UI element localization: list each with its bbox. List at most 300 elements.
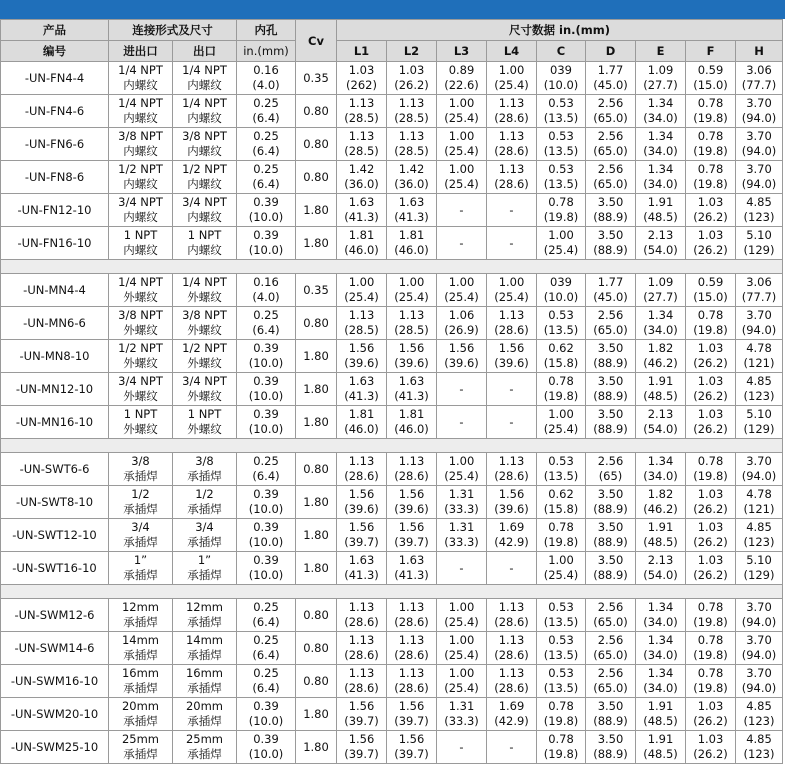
table-row (1, 599, 783, 632)
dim-mm: (26.2) (693, 568, 728, 582)
table-row (1, 307, 783, 340)
dim-inch: 1.00 (448, 162, 475, 176)
dim-mm: (13.5) (543, 177, 579, 191)
dim-inch: 1.03 (697, 228, 724, 242)
table-row (1, 406, 783, 439)
model-cell: -UN-SWM25-10 (1, 731, 109, 764)
outlet-type: 外螺纹 (187, 356, 222, 370)
bore-mm: (6.4) (252, 615, 280, 629)
dim-inch: 0.59 (697, 63, 724, 77)
dim-mm: (42.9) (494, 535, 529, 549)
bore-in: 0.16 (253, 63, 279, 77)
dim-mm: (25.4) (494, 290, 529, 304)
dim-cell (437, 95, 487, 128)
dim-inch: - (509, 202, 514, 217)
dim-mm: (121) (743, 356, 775, 370)
dim-mm: (88.9) (593, 535, 628, 549)
header-outlet: 出口 (173, 41, 237, 62)
dim-mm: (28.6) (494, 469, 529, 483)
dim-mm: (28.6) (344, 469, 379, 483)
dim-mm: (33.3) (444, 714, 479, 728)
dim-cell (487, 552, 537, 585)
cv-cell: 1.80 (296, 373, 337, 406)
dim-mm: (28.6) (344, 681, 379, 695)
dim-inch: 1.00 (448, 96, 475, 110)
table-row (1, 128, 783, 161)
dim-inch: 5.10 (746, 407, 772, 421)
dim-inch: 1.03 (697, 341, 724, 355)
dim-cell (537, 128, 586, 161)
dim-cell (387, 340, 437, 373)
dim-inch: 1.63 (398, 553, 425, 567)
dim-cell (686, 698, 736, 731)
dim-mm: (94.0) (741, 323, 777, 337)
bore-in: 0.25 (253, 633, 279, 647)
bore-mm: (6.4) (252, 177, 280, 191)
dim-inch: 3.70 (746, 308, 772, 322)
dim-cell (337, 665, 387, 698)
dim-mm: (41.3) (344, 568, 379, 582)
bore-cell (237, 632, 296, 665)
dim-cell (586, 406, 636, 439)
dim-inch: 1.81 (398, 407, 425, 421)
bore-cell (237, 274, 296, 307)
dim-inch: 1.56 (398, 487, 425, 501)
dim-cell (636, 665, 686, 698)
dim-mm: (25.4) (444, 615, 479, 629)
bore-in: 0.39 (253, 228, 279, 242)
outlet-size: 3/8 NPT (182, 308, 227, 322)
bore-in: 0.16 (253, 275, 279, 289)
outlet-type: 外螺纹 (187, 389, 222, 403)
dim-mm: (26.2) (693, 356, 728, 370)
dim-mm: (33.3) (444, 535, 479, 549)
inlet-cell (109, 227, 173, 260)
outlet-cell (173, 519, 237, 552)
dim-inch: 1.81 (398, 228, 425, 242)
outlet-size: 1/4 NPT (182, 63, 227, 77)
dim-cell (437, 62, 487, 95)
bore-mm: (4.0) (252, 290, 280, 304)
dim-inch: 3.50 (597, 520, 624, 534)
dim-cell (636, 62, 686, 95)
dim-mm: (121) (743, 502, 775, 516)
header-inlet: 进出口 (109, 41, 173, 62)
dim-mm: (19.8) (543, 714, 579, 728)
dim-cell (686, 340, 736, 373)
dim-inch: 2.13 (647, 553, 674, 567)
outlet-size: 1/2 (195, 487, 214, 501)
dim-mm: (25.4) (444, 144, 479, 158)
dim-cell (337, 453, 387, 486)
inlet-size: 12mm (121, 600, 160, 614)
dim-inch: 1.13 (348, 633, 375, 647)
dim-inch: 4.78 (746, 341, 772, 355)
table-row (1, 698, 783, 731)
dim-cell (537, 373, 586, 406)
dim-inch: 1.00 (548, 407, 574, 421)
dim-mm: (48.5) (643, 747, 678, 761)
dim-cell (686, 486, 736, 519)
dim-cell (736, 519, 783, 552)
outlet-cell (173, 307, 237, 340)
outlet-type: 承插焊 (187, 535, 222, 549)
dim-cell (736, 340, 783, 373)
dim-cell (636, 274, 686, 307)
dim-mm: (28.5) (394, 323, 429, 337)
outlet-size: 1/2 NPT (182, 162, 227, 176)
dim-inch: 1.81 (348, 228, 375, 242)
table-row (1, 62, 783, 95)
inlet-type: 承插焊 (123, 535, 158, 549)
dim-inch: 3.70 (746, 96, 772, 110)
dim-inch: - (509, 235, 514, 250)
outlet-type: 内螺纹 (187, 78, 222, 92)
cv-cell: 0.80 (296, 632, 337, 665)
bore-in: 0.39 (253, 487, 279, 501)
dim-cell (487, 307, 537, 340)
dim-mm: (13.5) (543, 615, 579, 629)
cv-cell: 0.80 (296, 307, 337, 340)
dim-inch: 2.56 (597, 162, 624, 176)
dim-mm: (28.6) (394, 648, 429, 662)
dim-mm: (48.5) (643, 210, 678, 224)
header-dimensions: 尺寸数据 in.(mm) (337, 20, 783, 41)
bore-cell (237, 128, 296, 161)
outlet-cell (173, 665, 237, 698)
header-cv: Cv (296, 20, 337, 62)
dim-cell (437, 453, 487, 486)
bore-cell (237, 599, 296, 632)
dim-mm: (27.7) (643, 290, 678, 304)
dim-mm: (34.0) (643, 111, 678, 125)
dim-inch: 1.13 (348, 96, 375, 110)
dim-mm: (22.6) (444, 78, 479, 92)
dim-mm: (41.3) (344, 389, 379, 403)
dim-inch: 1.13 (348, 454, 375, 468)
group-separator (1, 439, 783, 453)
dim-inch: 1.13 (398, 633, 425, 647)
outlet-size: 1/4 NPT (182, 275, 227, 289)
model-cell: -UN-FN8-6 (1, 161, 109, 194)
dim-inch: 5.10 (746, 228, 772, 242)
bore-mm: (6.4) (252, 323, 280, 337)
dim-mm: (19.8) (693, 469, 728, 483)
dim-inch: 1.34 (647, 666, 674, 680)
dim-inch: 1.00 (448, 633, 475, 647)
dim-cell (736, 62, 783, 95)
outlet-cell (173, 599, 237, 632)
dim-mm: (26.2) (693, 243, 728, 257)
dim-cell (387, 128, 437, 161)
bore-cell (237, 227, 296, 260)
dim-cell (736, 307, 783, 340)
dim-cell (387, 227, 437, 260)
dim-mm: (39.7) (394, 747, 429, 761)
dim-inch: 1.03 (697, 699, 724, 713)
dim-inch: 1.63 (348, 553, 375, 567)
dim-inch: 1.03 (697, 487, 724, 501)
dim-inch: 2.56 (597, 96, 624, 110)
dim-mm: (25.4) (444, 111, 479, 125)
dim-inch: - (459, 414, 464, 429)
dim-cell (636, 373, 686, 406)
dim-mm: (88.9) (593, 502, 628, 516)
inlet-type: 内螺纹 (123, 177, 158, 191)
dim-inch: 1.03 (697, 374, 724, 388)
dim-inch: 5.10 (746, 553, 772, 567)
dim-inch: 1.77 (597, 275, 624, 289)
dim-cell (686, 453, 736, 486)
dim-mm: (28.5) (394, 111, 429, 125)
inlet-cell (109, 632, 173, 665)
dim-mm: (94.0) (741, 144, 777, 158)
dim-mm: (25.4) (344, 290, 379, 304)
spec-table (0, 19, 783, 764)
dim-mm: (13.5) (543, 323, 579, 337)
dim-mm: (129) (743, 243, 775, 257)
dim-inch: - (509, 381, 514, 396)
cv-cell: 0.80 (296, 128, 337, 161)
dim-inch: 1.34 (647, 129, 674, 143)
dim-cell (437, 519, 487, 552)
dim-mm: (13.5) (543, 648, 579, 662)
inlet-size: 1/4 NPT (118, 63, 163, 77)
inlet-type: 承插焊 (123, 568, 158, 582)
dim-mm: (28.6) (494, 111, 529, 125)
dim-cell (337, 62, 387, 95)
dim-mm: (39.6) (344, 356, 379, 370)
header-bore-unit: in.(mm) (237, 41, 296, 62)
outlet-cell (173, 340, 237, 373)
dim-cell (537, 227, 586, 260)
outlet-cell (173, 194, 237, 227)
model-cell: -UN-SWM20-10 (1, 698, 109, 731)
dim-inch: 1.34 (647, 454, 674, 468)
dim-cell (387, 552, 437, 585)
bore-cell (237, 194, 296, 227)
dim-mm: (25.4) (444, 648, 479, 662)
dim-cell (487, 128, 537, 161)
dim-inch: 0.53 (548, 666, 574, 680)
dim-inch: 0.78 (548, 732, 574, 746)
inlet-type: 外螺纹 (123, 422, 158, 436)
dim-cell (437, 731, 487, 764)
dim-cell (537, 486, 586, 519)
cv-cell: 0.80 (296, 161, 337, 194)
dim-inch: 0.78 (697, 633, 724, 647)
cv-cell: 1.80 (296, 698, 337, 731)
dim-inch: 1.56 (398, 699, 425, 713)
dim-mm: (28.6) (494, 648, 529, 662)
dim-cell (586, 274, 636, 307)
dim-cell (337, 698, 387, 731)
dim-mm: (26.2) (394, 78, 429, 92)
dim-mm: (39.6) (494, 356, 529, 370)
dim-cell (437, 340, 487, 373)
dim-inch: 039 (550, 275, 572, 289)
dim-inch: 2.56 (597, 454, 624, 468)
dim-cell (586, 698, 636, 731)
bore-in: 0.25 (253, 600, 279, 614)
bore-mm: (10.0) (248, 210, 284, 224)
dim-inch: 0.78 (697, 600, 724, 614)
dim-cell (686, 227, 736, 260)
dim-mm: (19.8) (693, 615, 728, 629)
dim-cell (586, 161, 636, 194)
dim-cell (437, 632, 487, 665)
dim-mm: (28.6) (394, 681, 429, 695)
dim-inch: 0.53 (548, 600, 574, 614)
inlet-type: 内螺纹 (123, 78, 158, 92)
dim-cell (387, 486, 437, 519)
dim-cell (487, 632, 537, 665)
separator-cell (1, 439, 783, 453)
outlet-size: 14mm (185, 633, 224, 647)
inlet-type: 承插焊 (123, 648, 158, 662)
dim-mm: (65.0) (593, 144, 628, 158)
dim-cell (636, 194, 686, 227)
header-model-no: 编号 (1, 41, 109, 62)
dim-cell (636, 128, 686, 161)
dim-cell (537, 307, 586, 340)
inlet-cell (109, 406, 173, 439)
inlet-type: 内螺纹 (123, 210, 158, 224)
bore-mm: (6.4) (252, 144, 280, 158)
dim-mm: (10.0) (543, 290, 579, 304)
dim-inch: 1.13 (398, 308, 425, 322)
inlet-cell (109, 486, 173, 519)
dim-mm: (88.9) (593, 389, 628, 403)
dim-mm: (65.0) (593, 615, 628, 629)
model-cell: -UN-MN4-4 (1, 274, 109, 307)
cv-cell: 0.80 (296, 95, 337, 128)
dim-cell (337, 519, 387, 552)
dim-inch: 1.13 (348, 129, 375, 143)
outlet-size: 25mm (185, 732, 224, 746)
table-row (1, 552, 783, 585)
dim-inch: 1.56 (348, 699, 375, 713)
bore-in: 0.39 (253, 195, 279, 209)
bore-in: 0.25 (253, 129, 279, 143)
inlet-type: 外螺纹 (123, 323, 158, 337)
inlet-size: 1/4 NPT (118, 275, 163, 289)
inlet-size: 3/8 (131, 454, 150, 468)
dim-mm: (65.0) (593, 323, 628, 337)
outlet-type: 承插焊 (187, 648, 222, 662)
dim-mm: (28.5) (344, 144, 379, 158)
dim-mm: (94.0) (741, 111, 777, 125)
dim-cell (487, 486, 537, 519)
dim-inch: 1.31 (448, 520, 475, 534)
inlet-cell (109, 95, 173, 128)
outlet-type: 外螺纹 (187, 323, 222, 337)
inlet-type: 外螺纹 (123, 356, 158, 370)
inlet-type: 承插焊 (123, 681, 158, 695)
dim-mm: (88.9) (593, 747, 628, 761)
bore-cell (237, 552, 296, 585)
dim-inch: 1.56 (398, 341, 425, 355)
dim-cell (537, 552, 586, 585)
title-bar (0, 0, 785, 19)
dim-cell (736, 406, 783, 439)
model-cell: -UN-SWT12-10 (1, 519, 109, 552)
dim-cell (636, 453, 686, 486)
dim-mm: (46.0) (344, 422, 379, 436)
dim-mm: (65) (598, 469, 623, 483)
inlet-size: 20mm (121, 699, 160, 713)
dim-mm: (36.0) (394, 177, 429, 191)
model-cell: -UN-MN8-10 (1, 340, 109, 373)
dim-mm: (41.3) (394, 210, 429, 224)
bore-in: 0.39 (253, 374, 279, 388)
bore-mm: (10.0) (248, 243, 284, 257)
inlet-size: 1” (133, 553, 148, 567)
header-f: F (686, 41, 736, 62)
dim-cell (437, 698, 487, 731)
dim-mm: (13.5) (543, 111, 579, 125)
dim-mm: (65.0) (593, 111, 628, 125)
dim-cell (537, 453, 586, 486)
dim-inch: 3.70 (746, 162, 772, 176)
dim-cell (437, 599, 487, 632)
dim-inch: 1.00 (448, 666, 475, 680)
dim-inch: - (459, 739, 464, 754)
dim-mm: (77.7) (741, 290, 777, 304)
bore-cell (237, 698, 296, 731)
bore-mm: (6.4) (252, 648, 280, 662)
dim-inch: 1.13 (348, 666, 375, 680)
inlet-type: 外螺纹 (123, 389, 158, 403)
dim-inch: 0.53 (548, 633, 574, 647)
dim-mm: (88.9) (593, 356, 628, 370)
dim-inch: 2.13 (647, 407, 674, 421)
dim-inch: 0.62 (548, 341, 574, 355)
dim-cell (586, 62, 636, 95)
dim-inch: 1.00 (498, 63, 525, 77)
dim-cell (686, 128, 736, 161)
cv-cell: 1.80 (296, 486, 337, 519)
bore-in: 0.25 (253, 308, 279, 322)
dim-inch: 1.00 (448, 454, 475, 468)
dim-mm: (10.0) (543, 78, 579, 92)
dim-mm: (26.2) (693, 422, 728, 436)
inlet-cell (109, 161, 173, 194)
dim-inch: 1.63 (398, 374, 425, 388)
inlet-size: 1/2 NPT (118, 162, 163, 176)
dim-inch: 1.42 (398, 162, 425, 176)
dim-cell (437, 552, 487, 585)
dim-mm: (25.4) (444, 681, 479, 695)
dim-mm: (48.5) (643, 389, 678, 403)
dim-mm: (34.0) (643, 648, 678, 662)
dim-inch: 1.03 (697, 195, 724, 209)
dim-inch: 1.56 (348, 520, 375, 534)
dim-cell (337, 599, 387, 632)
dim-mm: (28.6) (344, 615, 379, 629)
dim-mm: (88.9) (593, 714, 628, 728)
dim-inch: 1.82 (647, 341, 674, 355)
group-separator (1, 585, 783, 599)
bore-cell (237, 161, 296, 194)
outlet-cell (173, 227, 237, 260)
cv-cell: 1.80 (296, 340, 337, 373)
inlet-size: 3/4 NPT (118, 374, 163, 388)
dim-mm: (123) (743, 389, 775, 403)
dim-cell (487, 599, 537, 632)
dim-inch: 1.56 (498, 341, 525, 355)
inlet-cell (109, 731, 173, 764)
